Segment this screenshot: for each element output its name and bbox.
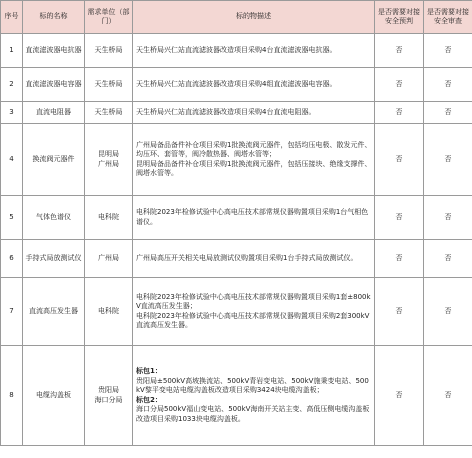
row-desc [133,278,375,346]
row-no: 8 [1,346,23,446]
row-pre: 否 [375,34,424,68]
row-name: 直流高压发生器 [23,278,85,346]
row-no: 7 [1,278,23,346]
row-desc: 广州局高压开关相关电局放测试仪购置项目采购1台手持式局放测试仪。 [133,240,375,278]
row-unit: 电科院 [85,196,133,240]
header-cell-desc: 标的物描述 [133,1,375,34]
row-desc [133,124,375,196]
row-pre: 否 [375,278,424,346]
row-unit [85,346,133,446]
desc-line: 昆明局备品备件补仓项目采购1批换流阀元器件，包括压接块、绝缘支撑件、阀塔水管等。 [136,159,372,177]
desc-line: 广州局备品备件补仓项目采购1批换流阀元器件，包括均压电极、散发元件、均压环、套管等，阀冷散热器、阀塔水管等； [136,140,372,158]
row-unit: 电科院 [85,278,133,346]
row-no: 3 [1,102,23,124]
lot-title: 标包2： [136,395,162,404]
row-name: 手持式局放测试仪 [23,240,85,278]
row-unit: 天生桥局 [85,34,133,68]
table-row [1,196,472,240]
unit-line: 海口分局 [94,395,123,404]
row-unit [85,124,133,196]
header-cell-review: 是否需要对接安全审查 [424,1,472,34]
row-pre: 否 [375,196,424,240]
row-name: 直流滤波器电容器 [23,68,85,102]
row-unit: 天生桥局 [85,102,133,124]
lot-text: 贵阳局±500kV高坡换流站、500kV青岩变电站、500kV施秉变电站、500kV黎平变电站电缆沟盖板改造项目采购3424块电缆沟盖板； [136,376,369,394]
row-no: 2 [1,68,23,102]
row-pre: 否 [375,68,424,102]
row-name: 直流滤波器电抗器 [23,34,85,68]
row-review: 否 [424,346,472,446]
lot-title: 标包1： [136,367,162,375]
table-row [1,102,472,124]
table-row [1,346,472,446]
row-unit: 天生桥局 [85,68,133,102]
header-cell-unit: 需求单位（部门） [85,1,133,34]
row-desc: 天生桥局兴仁站直流滤波器改造项目采购4组直流滤波器电容器。 [133,68,375,102]
unit-line: 广州局 [98,159,119,168]
row-no: 5 [1,196,23,240]
row-name: 气体色谱仪 [23,196,85,240]
desc-line: 电科院2023年检修试验中心高电压技术部常规仪器购置项目采购1套±800kV直流高压发生器； [136,292,371,310]
row-desc: 电科院2023年检修试验中心高电压技术部常规仪器购置项目采购1台气相色谱仪。 [133,196,375,240]
header-cell-name: 标的名称 [23,1,85,34]
row-name: 直流电阻器 [23,102,85,124]
table-row [1,278,472,346]
row-unit: 广州局 [85,240,133,278]
header-cell-no: 序号 [1,1,23,34]
row-pre: 否 [375,240,424,278]
row-name: 换流阀元器件 [23,124,85,196]
row-no: 1 [1,34,23,68]
header-cell-pre: 是否需要对接安全预判 [375,1,424,34]
row-pre: 否 [375,102,424,124]
row-review: 否 [424,278,472,346]
table-row [1,34,472,68]
row-no: 6 [1,240,23,278]
table-row [1,240,472,278]
row-review: 否 [424,34,472,68]
row-review: 否 [424,240,472,278]
row-review: 否 [424,102,472,124]
row-pre: 否 [375,124,424,196]
row-desc: 天生桥局兴仁站直流滤波器改造项目采购4台直流滤波器电抗器。 [133,34,375,68]
unit-line: 贵阳局 [98,386,119,394]
unit-line: 昆明局 [98,150,119,158]
row-desc: 天生桥局兴仁站直流滤波器改造项目采购4台直流电阻器。 [133,102,375,124]
row-review: 否 [424,68,472,102]
row-name: 电缆沟盖板 [23,346,85,446]
table-row [1,124,472,196]
row-pre: 否 [375,346,424,446]
lot-text: 海口分局500kV福山变电站、500kV海南开关站主变、高低压侧电缆沟盖板改造项目采购1033块电缆沟盖板。 [136,405,370,423]
desc-line: 电科院2023年检修试验中心高电压技术部常规仪器购置项目采购2套300kV直流高压发生器。 [136,311,370,329]
row-review: 否 [424,124,472,196]
row-no: 4 [1,124,23,196]
row-review: 否 [424,196,472,240]
table-header-row [1,1,472,34]
table-row [1,68,472,102]
row-desc [133,346,375,446]
